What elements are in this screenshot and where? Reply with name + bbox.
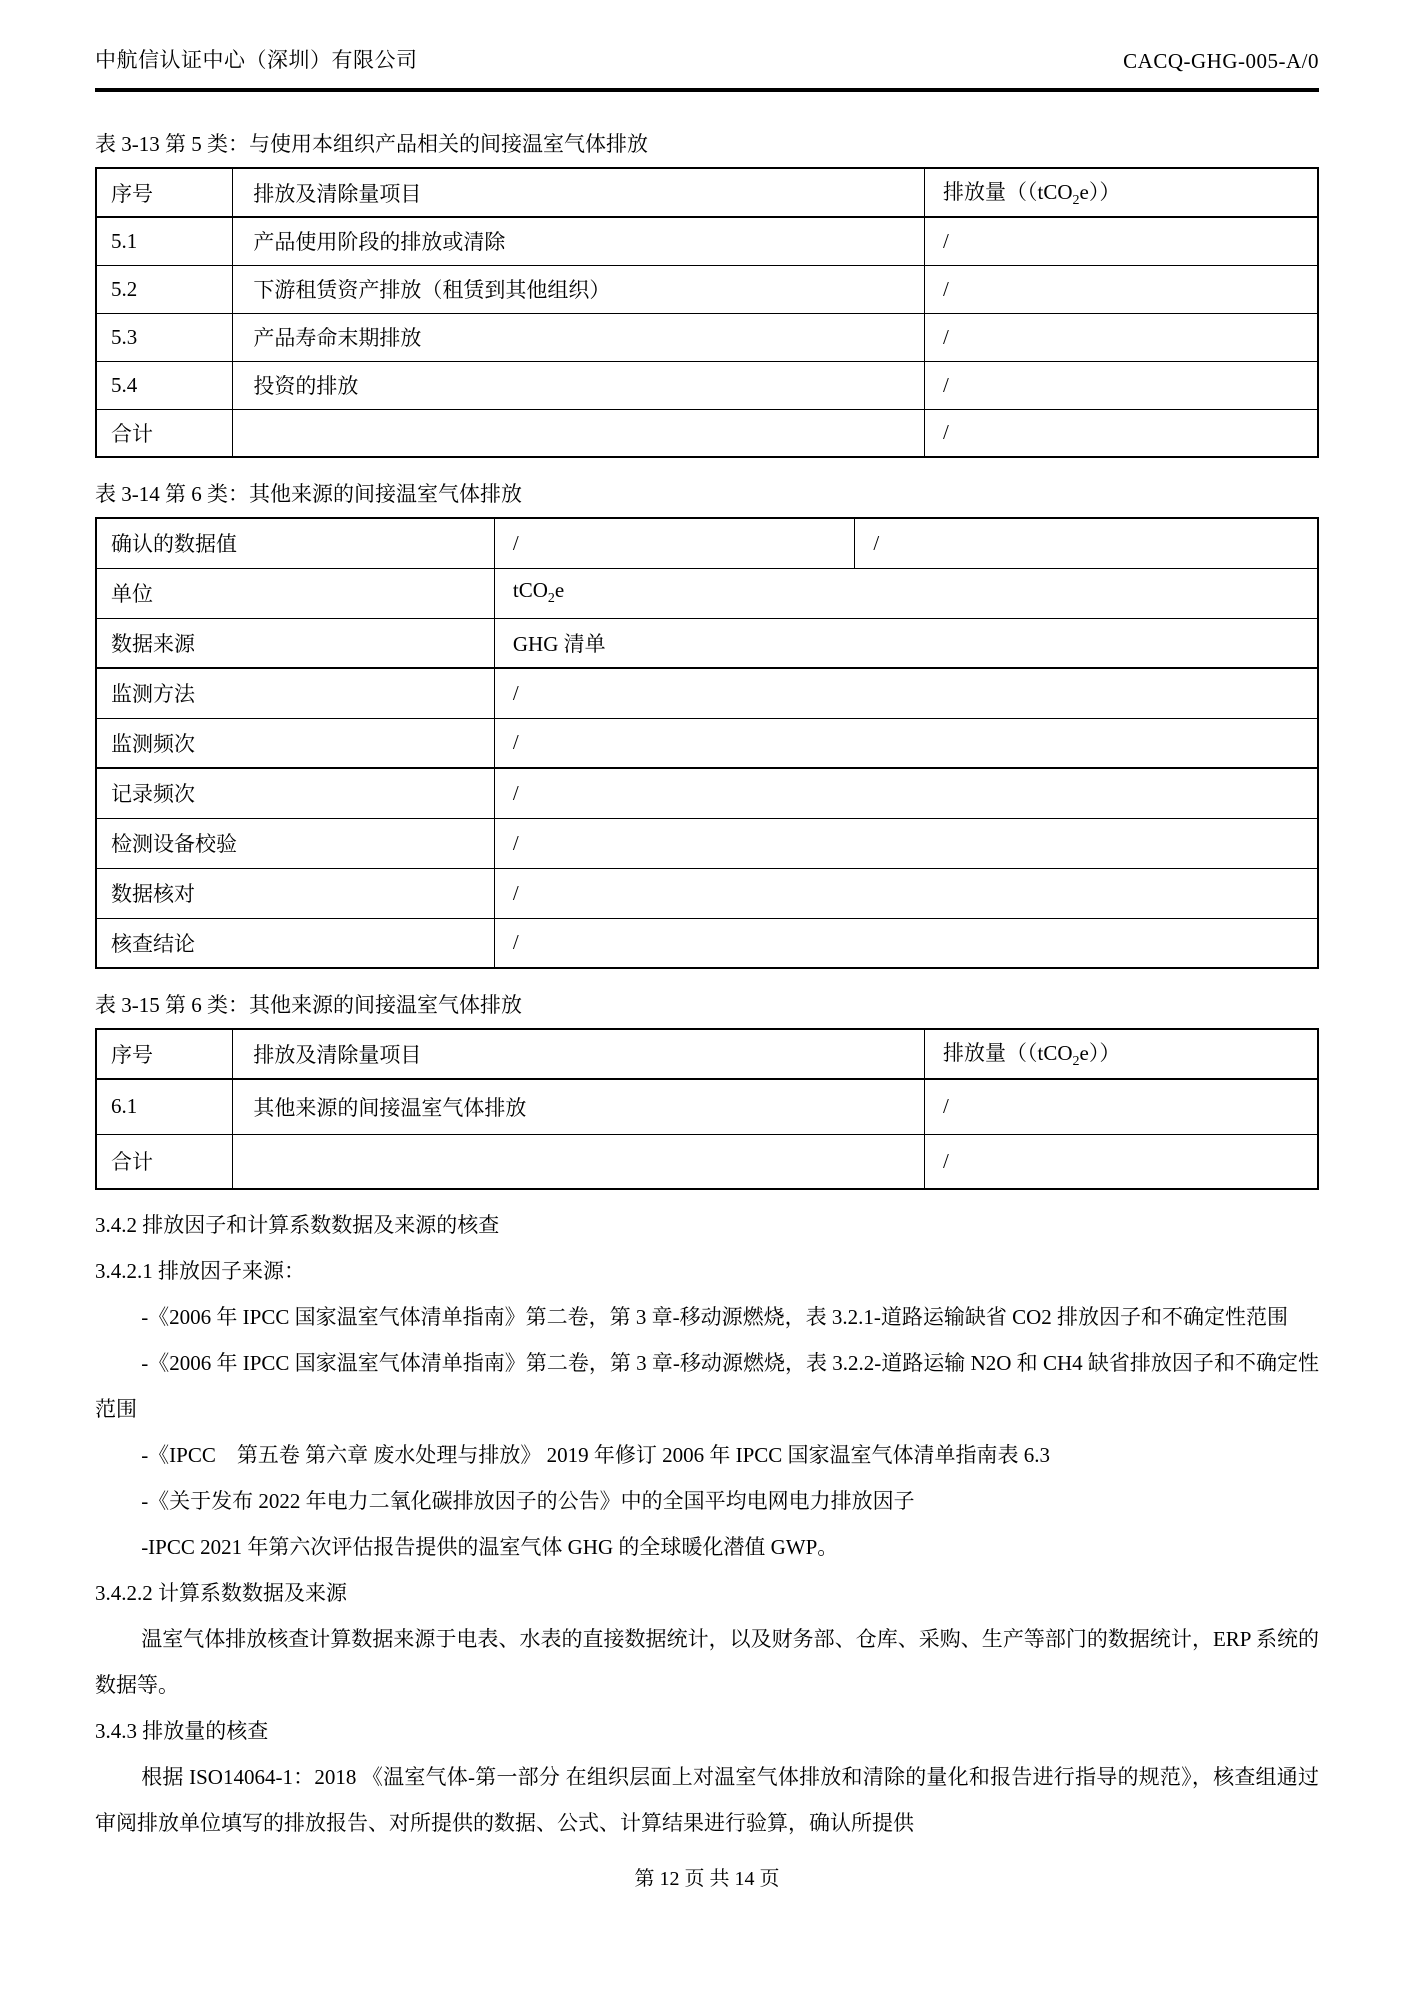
col-header-item: 排放及清除量项目 bbox=[233, 1029, 925, 1079]
cell-label: 确认的数据值 bbox=[96, 518, 494, 568]
table-3-13-caption: 表 3-13 第 5 类：与使用本组织产品相关的间接温室气体排放 bbox=[95, 132, 648, 156]
cell-value: / bbox=[855, 518, 1318, 568]
table-row bbox=[96, 918, 1318, 968]
cell-no: 5.2 bbox=[96, 265, 233, 313]
table-total-row bbox=[96, 1134, 1318, 1189]
table-row bbox=[96, 518, 1318, 568]
cell-label: 数据核对 bbox=[96, 868, 494, 918]
emission-factor-source-item: -《关于发布 2022 年电力二氧化碳排放因子的公告》中的全国平均电网电力排放因子 bbox=[141, 1489, 915, 1513]
col-header-qty bbox=[925, 168, 1319, 217]
heading-3-4-2-1: 3.4.2.1 排放因子来源： bbox=[95, 1259, 305, 1283]
document-code: CACQ-GHG-005-A/0 bbox=[1123, 49, 1319, 73]
cell-value: / bbox=[494, 518, 854, 568]
cell-item: 产品寿命末期排放 bbox=[233, 313, 925, 361]
emission-factor-source-item: -《IPCC 第五卷 第六章 废水处理与排放》 2019 年修订 2006 年 IPCC 国家温室气体清单指南表 6.3 bbox=[141, 1443, 1051, 1467]
table-3-14 bbox=[95, 517, 1319, 969]
table-3-15-caption: 表 3-15 第 6 类：其他来源的间接温室气体排放 bbox=[95, 993, 522, 1017]
cell-no: 合计 bbox=[96, 1134, 233, 1189]
cell-value: / bbox=[494, 668, 1318, 718]
col-header-qty bbox=[925, 1029, 1319, 1079]
qty-header-prefix: 排放量（（tCO bbox=[943, 179, 1073, 204]
cell-label: 数据来源 bbox=[96, 618, 494, 668]
paragraph-3-4-3: 根据 ISO14064-1：2018 《温室气体-第一部分 在组织层面上对温室气体排放和清除的量化和报告进行指导的规范》，核查组通过审阅排放单位填写的排放报告、对所提供的数据、公式、计算结果进行验算，确认所提供 bbox=[95, 1765, 1319, 1835]
cell-qty: / bbox=[925, 217, 1319, 265]
cell-qty: / bbox=[925, 361, 1319, 409]
cell-no: 5.1 bbox=[96, 217, 233, 265]
qty-header-prefix: 排放量（（tCO bbox=[943, 1041, 1073, 1066]
cell-label: 单位 bbox=[96, 568, 494, 618]
cell-no: 合计 bbox=[96, 409, 233, 457]
body-text bbox=[95, 1202, 1319, 1846]
table-row bbox=[96, 668, 1318, 718]
emission-factor-source-item: -《2006 年 IPCC 国家温室气体清单指南》第二卷，第 3 章-移动源燃烧，表 3.2.2-道路运输 N2O 和 CH4 缺省排放因子和不确定性范围 bbox=[95, 1351, 1319, 1421]
cell-qty: / bbox=[925, 313, 1319, 361]
table-row bbox=[96, 768, 1318, 818]
paragraph-3-4-2-2: 温室气体排放核查计算数据来源于电表、水表的直接数据统计，以及财务部、仓库、采购、生产等部门的数据统计，ERP 系统的数据等。 bbox=[95, 1627, 1319, 1697]
table-3-13 bbox=[95, 167, 1319, 458]
heading-3-4-3: 3.4.3 排放量的核查 bbox=[95, 1719, 269, 1743]
cell-no: 5.4 bbox=[96, 361, 233, 409]
document-header bbox=[95, 44, 1319, 92]
cell-item: 下游租赁资产排放（租赁到其他组织） bbox=[233, 265, 925, 313]
cell-label: 监测频次 bbox=[96, 718, 494, 768]
cell-item bbox=[233, 409, 925, 457]
unit-prefix: tCO bbox=[512, 578, 548, 603]
qty-header-suffix: e）） bbox=[1079, 1041, 1121, 1066]
page-number: 第 12 页 共 14 页 bbox=[634, 1868, 780, 1890]
cell-label: 记录频次 bbox=[96, 768, 494, 818]
cell-item: 产品使用阶段的排放或清除 bbox=[233, 217, 925, 265]
cell-value: / bbox=[494, 718, 1318, 768]
cell-item: 投资的排放 bbox=[233, 361, 925, 409]
table-row bbox=[96, 718, 1318, 768]
cell-no: 5.3 bbox=[96, 313, 233, 361]
table-3-14-caption: 表 3-14 第 6 类：其他来源的间接温室气体排放 bbox=[95, 482, 522, 506]
heading-3-4-2-2: 3.4.2.2 计算系数数据及来源 bbox=[95, 1581, 347, 1605]
cell-value: / bbox=[494, 918, 1318, 968]
unit-subscript: 2 bbox=[547, 591, 555, 607]
company-name: 中航信认证中心（深圳）有限公司 bbox=[95, 48, 418, 72]
cell-label: 核查结论 bbox=[96, 918, 494, 968]
table-row bbox=[96, 217, 1318, 265]
table-total-row bbox=[96, 409, 1318, 457]
heading-3-4-2: 3.4.2 排放因子和计算系数数据及来源的核查 bbox=[95, 1213, 500, 1237]
page-footer bbox=[95, 1856, 1319, 1902]
cell-no: 6.1 bbox=[96, 1079, 233, 1134]
table-3-13-header-row bbox=[96, 168, 1318, 217]
cell-qty: / bbox=[925, 1079, 1319, 1134]
cell-value: / bbox=[494, 868, 1318, 918]
table-row bbox=[96, 265, 1318, 313]
cell-value: / bbox=[494, 768, 1318, 818]
cell-value: / bbox=[494, 818, 1318, 868]
emission-factor-source-item: -IPCC 2021 年第六次评估报告提供的温室气体 GHG 的全球暖化潜值 GWP。 bbox=[141, 1535, 839, 1559]
table-row bbox=[96, 618, 1318, 668]
cell-qty: / bbox=[925, 409, 1319, 457]
qty-header-suffix: e）） bbox=[1079, 179, 1121, 204]
col-header-no: 序号 bbox=[96, 1029, 233, 1079]
cell-label: 监测方法 bbox=[96, 668, 494, 718]
cell-qty: / bbox=[925, 1134, 1319, 1189]
col-header-item: 排放及清除量项目 bbox=[233, 168, 925, 217]
table-row bbox=[96, 1079, 1318, 1134]
table-row bbox=[96, 361, 1318, 409]
qty-header-subscript: 2 bbox=[1072, 1054, 1080, 1070]
cell-qty: / bbox=[925, 265, 1319, 313]
cell-item: 其他来源的间接温室气体排放 bbox=[233, 1079, 925, 1134]
cell-label: 检测设备校验 bbox=[96, 818, 494, 868]
unit-suffix: e bbox=[554, 578, 565, 603]
cell-value bbox=[494, 568, 1318, 618]
qty-header-subscript: 2 bbox=[1072, 193, 1080, 209]
emission-factor-source-item: -《2006 年 IPCC 国家温室气体清单指南》第二卷，第 3 章-移动源燃烧，表 3.2.1-道路运输缺省 CO2 排放因子和不确定性范围 bbox=[141, 1305, 1289, 1329]
table-row bbox=[96, 868, 1318, 918]
table-3-15 bbox=[95, 1028, 1319, 1190]
table-3-15-header-row bbox=[96, 1029, 1318, 1079]
cell-item bbox=[233, 1134, 925, 1189]
table-row bbox=[96, 568, 1318, 618]
table-row bbox=[96, 313, 1318, 361]
table-row bbox=[96, 818, 1318, 868]
cell-value: GHG 清单 bbox=[494, 618, 1318, 668]
col-header-no: 序号 bbox=[96, 168, 233, 217]
